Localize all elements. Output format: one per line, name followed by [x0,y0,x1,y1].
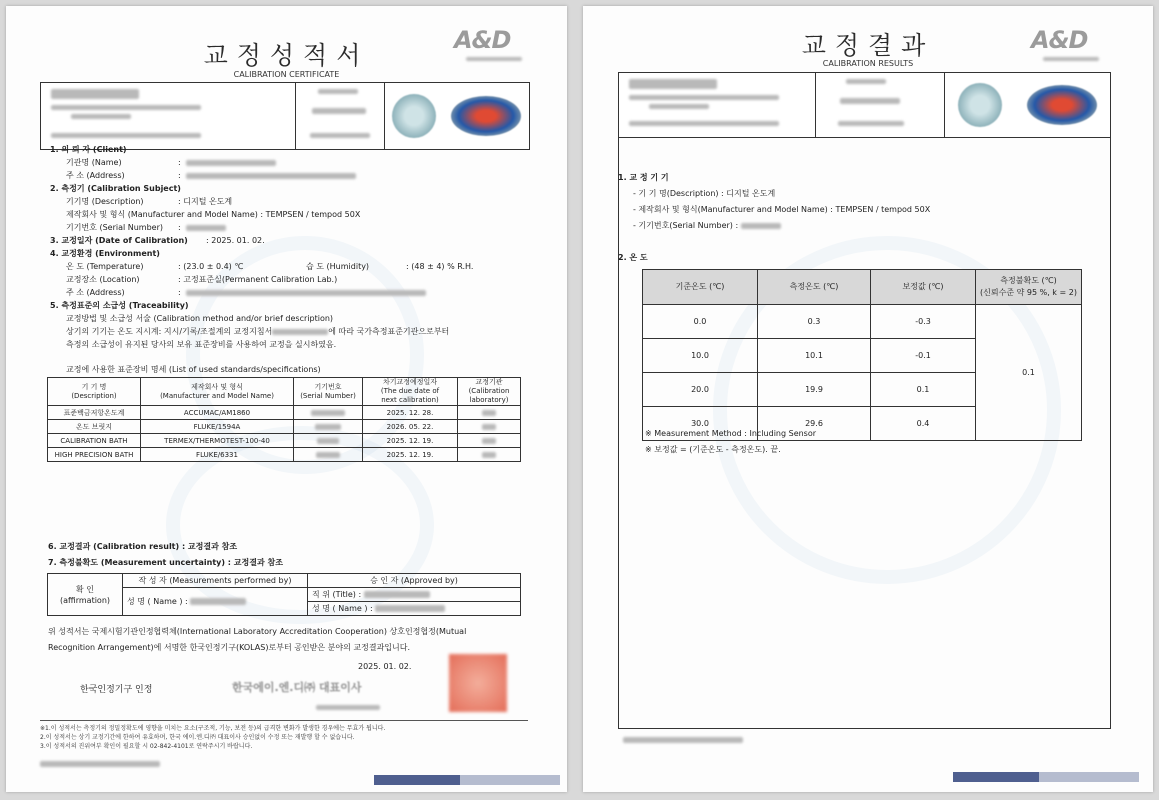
mra-statement-2: Recognition Arrangement)에 서명한 한국인정기구(KOLAS)로부터 공인받은 분야의 교정결과입니다. [48,643,411,652]
standards-table [47,377,521,462]
certificate-page [6,6,567,792]
company-info-cell [41,83,296,149]
approver-title: 직 위 (Title) : [308,588,521,602]
performer-name: 성 명 ( Name ) : [123,588,308,616]
env-address-value: : [178,287,426,300]
mra-statement-1: 위 성적서는 국제시험기관인정협력체(International Laboratory Accreditation Cooperation) 상호인정협정(Mutual [48,627,467,636]
company-info-cell [619,73,816,137]
std-col-serial: 기기번호 (Serial Number) [294,378,363,406]
device-heading: 1. 교 정 기 기 [618,173,669,182]
company-logo: A&D [454,26,511,54]
result-line: 6. 교정결과 (Calibration result) : 교정결과 참조 [48,542,238,551]
col-correction: 보정값 (℃) [871,270,976,305]
table-row: 온도 브릿지 FLUKE/1594A 2026. 05. 22. [48,420,521,434]
notes-divider [40,720,528,721]
performed-by-header: 작 성 자 (Measurements performed by) [123,574,308,588]
correction-formula-note: ※ 보정값 = (기준온도 - 측정온도). 끝. [645,445,781,454]
traceability-line-1: 교정방법 및 소급성 서술 (Calibration method and/or brief description) [66,314,334,323]
location-value: : 고정표준실(Permanent Calibration Lab.) [178,275,338,284]
device-serial: - 기기번호(Serial Number) : [633,220,781,233]
client-address-value: : [178,170,356,183]
table-row: HIGH PRECISION BATH FLUKE/6331 2025. 12. 19. [48,448,521,462]
col-reference-temp: 기준온도 (℃) [643,270,758,305]
env-address-label: 주 소 (Address) [66,288,125,297]
client-address-label: 주 소 (Address) [66,171,125,180]
device-manufacturer: - 제작회사 및 형식(Manufacturer and Model Name) : TEMPSEN / tempod 50X [633,205,931,214]
manufacturer-line: 제작회사 및 형식 (Manufacturer and Model Name) : TEMPSEN / tempod 50X [66,210,361,219]
temperature-label: 온 도 (Temperature) [66,262,144,271]
form-number [623,734,743,747]
affirmation-label: 확 인 (affirmation) [48,574,123,616]
serial-value: : [178,222,226,235]
certificate-subtitle: CALIBRATION CERTIFICATE [233,70,340,79]
uncertainty-value: 0.1 [976,305,1082,441]
serial-label: 기기번호 (Serial Number) [66,223,164,232]
table-row: 0.0 0.3 -0.3 0.1 [643,305,1082,339]
environment-heading: 4. 교정환경 (Environment) [50,249,160,258]
std-col-manufacturer: 제작회사 및 형식 (Manufacturer and Model Name) [141,378,294,406]
client-name-label: 기관명 (Name) [66,158,122,167]
ilac-seal-icon [451,96,521,136]
std-col-lab: 교정기관 (Calibration laboratory) [458,378,521,406]
accreditation-seals [945,73,1110,137]
signature-subtext [316,702,380,715]
company-signature: 한국에이.엔.디㈜ 대표이사 [232,681,362,694]
temperature-value: : (23.0 ± 0.4) ℃ [178,262,244,271]
form-number [40,758,160,771]
cert-number-cell [816,73,945,137]
logo-tagline [1043,56,1099,62]
affirmation-table [47,573,521,616]
table-row: 20.0 19.9 0.1 [643,373,1082,407]
header-box [618,72,1111,138]
description-value: : 디지털 온도계 [178,197,233,206]
traceability-line-2: 상기의 기기는 온도 지시계: 지시/기록/조절계의 교정지침서 에 따라 국가측정표준기관으로부터 [66,327,450,336]
results-title: 교정결과 [801,31,935,60]
accreditation-seals [385,83,529,149]
standards-header-row [48,378,521,406]
kolas-seal-icon [392,94,436,138]
humidity-label: 습 도 (Humidity) [306,262,370,271]
table-row: 표준백금저항온도계 ACCUMAC/AM1860 2025. 12. 28. [48,406,521,420]
description-label: 기기명 (Description) [66,197,144,206]
results-page [583,6,1153,792]
note-line-2: 2.이 성적서는 상기 교정기간에 한하여 유효하며, 한국 에이.엔.디㈜ 대표이사 승인없이 수정 또는 재발행 할 수 없습니다. [40,734,355,741]
col-uncertainty: 측정불확도 (℃) (신뢰수준 약 95 %, k = 2) [976,270,1082,305]
company-logo: A&D [1031,26,1088,54]
footer-bar-light [460,775,560,785]
humidity-value: : (48 ± 4) % R.H. [406,262,474,271]
client-heading: 1. 의 뢰 자 (Client) [50,145,127,154]
header-box [40,82,530,150]
client-name-value: : [178,157,276,170]
calibration-date-value: : 2025. 01. 02. [206,236,265,245]
std-col-due-date: 차기교정예정일자 (The due date of next calibration) [363,378,458,406]
company-stamp-icon [449,654,507,712]
calibration-date-heading: 3. 교정일자 (Date of Calibration) [50,236,188,245]
note-line-3: 3.이 성적서의 진위여부 확인이 필요할 시 02-842-4101로 연락주시기 바랍니다. [40,743,253,750]
kolas-seal-icon [958,83,1002,127]
results-frame [618,136,1111,729]
footer-bar-light [1039,772,1139,782]
device-description: - 기 기 명(Description) : 디지털 온도계 [633,189,776,198]
table-row: CALIBRATION BATH TERMEX/THERMOTEST-100-40 2025. 12. 19. [48,434,521,448]
approved-by-header: 승 인 자 (Approved by) [308,574,521,588]
note-line-1: ※1.이 성적서는 측정기의 정밀정확도에 영향을 미치는 요소(구조적, 기능, 보전 등)의 급격한 변화가 발생한 경우에는 무효가 됩니다. [40,725,386,732]
logo-tagline [466,56,522,62]
issue-date: 2025. 01. 02. [358,662,412,671]
certificate-title: 교정성적서 [203,41,370,70]
kolas-accreditation-label: 한국인정기구 인정 [80,685,153,695]
uncertainty-line: 7. 측정불확도 (Measurement uncertainty) : 교정결과 참조 [48,558,283,567]
table-row: 10.0 10.1 -0.1 [643,339,1082,373]
standards-caption: 교정에 사용한 표준장비 명세 (List of used standards/specifications) [66,365,321,374]
approver-name: 성 명 ( Name ) : [308,602,521,616]
traceability-line-3: 측정의 소급성이 유지된 당사의 보유 표준장비를 사용하여 교정을 실시하였음. [66,340,337,349]
col-measured-temp: 측정온도 (℃) [758,270,871,305]
subject-heading: 2. 측정기 (Calibration Subject) [50,184,181,193]
measurement-method-note: ※ Measurement Method : Including Sensor [645,429,817,438]
table-row: 30.0 29.6 0.4 [643,407,1082,441]
results-subtitle: CALIBRATION RESULTS [822,59,914,68]
std-col-description: 기 기 명 (Description) [48,378,141,406]
location-label: 교정장소 (Location) [66,275,140,284]
traceability-heading: 5. 측정표준의 소급성 (Traceability) [50,301,189,310]
temperature-heading: 2. 온 도 [618,253,648,262]
cert-number-cell [296,83,385,149]
ilac-seal-icon [1027,85,1097,125]
